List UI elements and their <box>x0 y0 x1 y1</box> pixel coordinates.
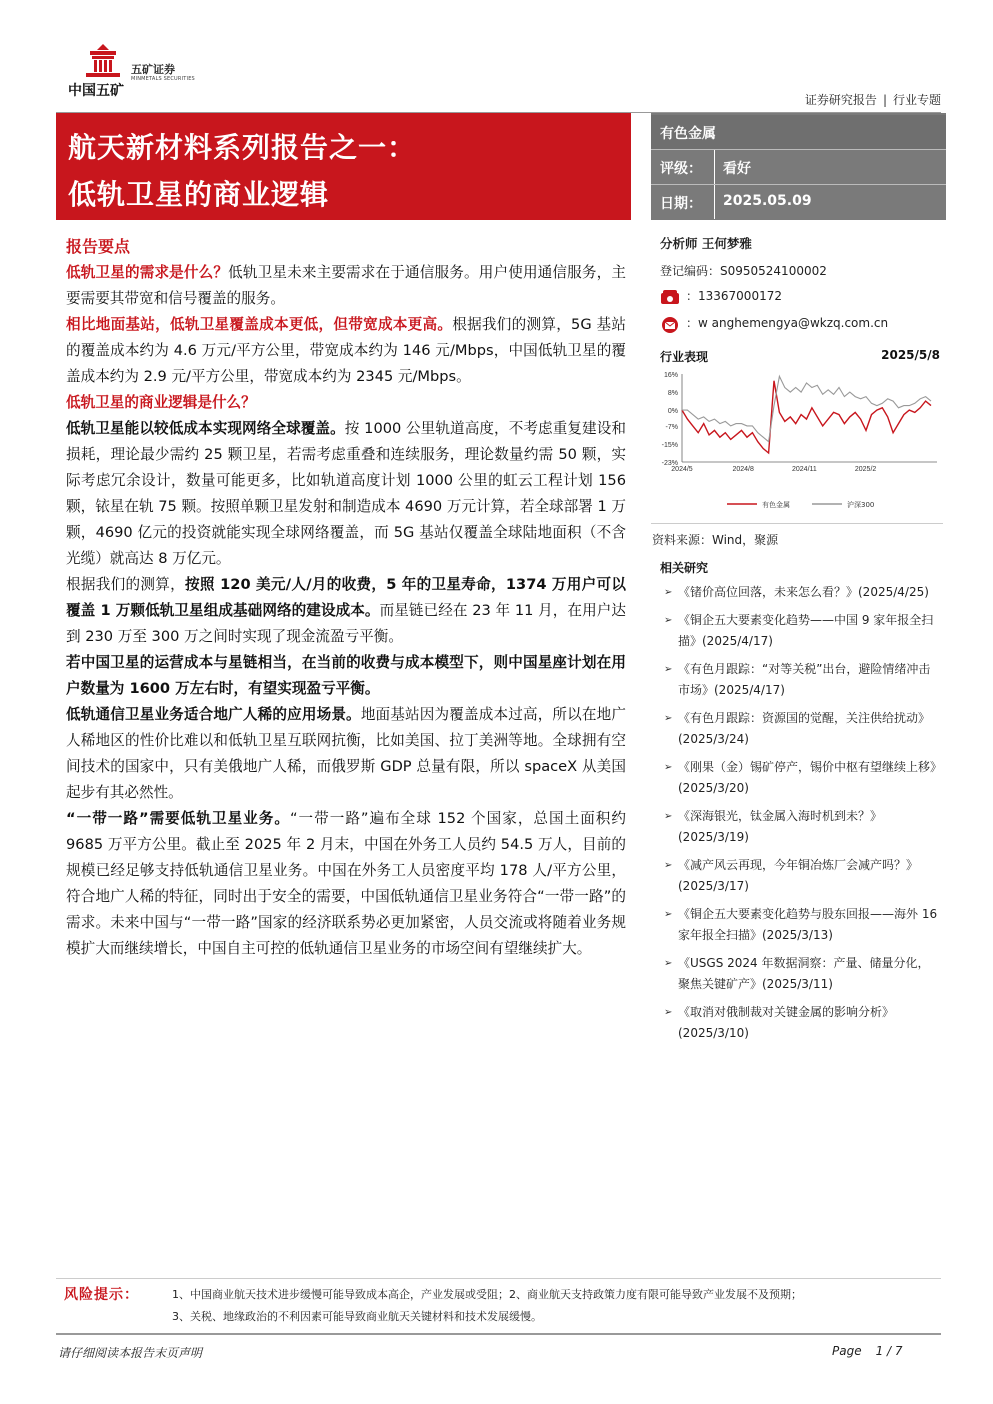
series-line-nonferrous <box>682 381 931 453</box>
analyst-email <box>660 314 888 332</box>
arrow-bullet-icon: ➢ <box>664 811 673 822</box>
bold-breakeven: 按照 120 美元/人/月的收费，5 年的卫星寿命，1374 万用户可以覆盖 1 万颗低轨卫星组成基础网络的建设成本。 <box>66 576 626 619</box>
text-scenario: 地面基站因为覆盖成本过高，所以在地广人稀地区的性价比难以和低轨卫星互联网抗衡，比如美国、拉丁美洲等地。全球拥有空间技术的国家中，只有美俄地广人稀，而俄罗斯 GDP 总量有限，所以 spaceX 从美国起步有其必然性。 <box>66 706 626 801</box>
summary-heading: 报告要点 <box>66 237 131 256</box>
risk-line-1: 1、中国商业航天技术进步缓慢可能导致成本高企，产业发展或受阻；2、商业航天支持政策力度有限可能导致产业发展不及预期； <box>172 1288 802 1301</box>
minmetals-emblem-icon <box>80 42 126 80</box>
brand-name: 五矿证券 <box>131 63 175 76</box>
page-label: Page <box>832 1344 862 1358</box>
phone-number: ：13367000172 <box>686 289 782 303</box>
x-tick-label: 2024/8 <box>732 466 754 473</box>
arrow-bullet-icon: ➢ <box>664 664 673 675</box>
sector-row <box>651 115 946 149</box>
page-indicator <box>832 1344 903 1358</box>
arrow-bullet-icon: ➢ <box>664 958 673 969</box>
highlight-cost: 相比地面基站，低轨卫星覆盖成本更低，但带宽成本更高。 <box>66 316 453 333</box>
y-tick-label: -7% <box>665 423 678 431</box>
title-banner <box>56 113 631 220</box>
analyst-info <box>660 234 940 330</box>
date-value: 2025.05.09 <box>723 193 812 209</box>
text-coverage: 按 1000 公里轨道高度，不考虑重复建设和损耗，理论最少需约 25 颗卫星，若需考虑重叠和连续服务，理论数量约需 50 颗，实际考虑冗余设计，数量可能更多，比如轨道高度计划 1000 公里的虹云工程计划 156 颗，铱星在轨 75 颗。按照单颗卫星发射和制造成本 4690 万元计算，若全球部署 1 万颗，4690 亿元的投资就能实现全球网络覆盖，而 5G 基站仅覆盖全球陆地面积（不含光缆）就高达 8 万亿元。 <box>66 420 626 567</box>
sector-value: 有色金属 <box>660 126 716 142</box>
summary-body <box>66 260 626 962</box>
legend-label-nonferrous: 有色金属 <box>762 501 790 509</box>
bold-scenario: 低轨通信卫星业务适合地广人稀的应用场景。 <box>66 706 361 723</box>
arrow-bullet-icon: ➢ <box>664 909 673 920</box>
related-research-item[interactable] <box>664 855 940 897</box>
text-belt-road: “一带一路”遍布全球 152 个国家，总国土面积约 9685 万平方公里。截止至 2025 年 2 月末，中国在外务工人员约 54.5 万人，目前的规模已经足够支持低轨通信卫星业务。中国在外务工人员密度平均 178 人/平方公里，符合地广人稀的特征，同时出于安全的需要，中国低轨通信卫星业务符合“一带一路”的需求。未来中国与“一带一路”国家的经济联系势必更加紧密，人员交流或将随着业务规模扩大而继续增长，中国自主可控的低轨通信卫星业务的市场空间有望继续扩大。 <box>66 810 626 957</box>
x-tick-label: 2024/11 <box>792 466 817 473</box>
related-research-title: 《有色月跟踪：“对等关税”出台，避险情绪冲击市场》(2025/4/17) <box>678 662 931 697</box>
bold-coverage: 低轨卫星能以较低成本实现网络全球覆盖。 <box>66 420 345 437</box>
arrow-bullet-icon: ➢ <box>664 860 673 871</box>
rating-row <box>651 150 946 184</box>
related-research-item[interactable] <box>664 610 940 652</box>
footer-disclaimer: 请仔细阅读本报告末页声明 <box>58 1346 203 1360</box>
analyst-name: 分析师 王何梦雅 <box>660 236 752 251</box>
related-research-item[interactable] <box>664 953 940 995</box>
email-icon <box>660 316 680 332</box>
arrow-bullet-icon: ➢ <box>664 1007 673 1018</box>
analyst-registration: 登记编码：S0950524100002 <box>660 264 827 278</box>
related-research-item[interactable] <box>664 904 940 946</box>
related-research-title: 《取消对俄制裁对关键金属的影响分析》(2025/3/10) <box>678 1005 895 1040</box>
email-address: ：w anghemengya@wkzq.com.cn <box>686 316 889 330</box>
y-tick-label: -23% <box>661 460 678 467</box>
related-research-title: 《刚果（金）锡矿停产，锡价中枢有望继续上移》(2025/3/20) <box>678 760 937 795</box>
y-tick-label: -15% <box>661 441 678 449</box>
date-label: 日期： <box>660 196 702 212</box>
arrow-bullet-icon: ➢ <box>664 587 673 598</box>
report-title-line2: 低轨卫星的商业逻辑 <box>68 178 330 211</box>
phone-icon <box>660 289 680 305</box>
highlight-logic: 低轨卫星的商业逻辑是什么？ <box>66 394 256 411</box>
related-research-title: 《USGS 2024 年数据洞察：产量、储量分化，聚焦关键矿产》(2025/3/11) <box>678 956 930 991</box>
legend-label-csi300: 沪深300 <box>847 501 875 509</box>
related-research-title: 《锗价高位回落，未来怎么看？》(2025/4/25) <box>678 585 929 599</box>
paragraph-china-breakeven <box>66 650 626 702</box>
chart-source: 资料来源：Wind，聚源 <box>652 533 779 547</box>
paragraph-logic-heading <box>66 390 626 416</box>
paragraph-breakeven <box>66 572 626 650</box>
related-research-title: 《深海银光，钛金属入海时机到未？》(2025/3/19) <box>678 809 883 844</box>
date-row <box>651 185 946 219</box>
related-research-title: 《铜企五大要素变化趋势——中国 9 家年报全扫描》(2025/4/17) <box>678 613 934 648</box>
doc-type-label: 证券研究报告 <box>804 93 877 107</box>
y-tick-label: 0% <box>667 408 678 416</box>
chart-source-divider <box>651 523 943 524</box>
industry-performance-chart <box>652 364 942 524</box>
paragraph-demand <box>66 260 626 312</box>
analyst-phone <box>660 287 782 305</box>
paragraph-cost <box>66 312 626 390</box>
related-research-item[interactable] <box>664 1002 940 1044</box>
chart-title: 行业表现 <box>660 350 709 364</box>
company-logo <box>64 42 214 100</box>
arrow-bullet-icon: ➢ <box>664 615 673 626</box>
company-name: 中国五矿 <box>68 83 124 99</box>
risk-line-2: 3、关税、地缘政治的不利因素可能导致商业航天关键材料和技术发展缓慢。 <box>172 1310 542 1323</box>
doc-subtype-label: 行业专题 <box>892 93 941 107</box>
bold-belt-road: “一带一路”需要低轨卫星业务。 <box>66 810 290 827</box>
related-research-item[interactable] <box>664 806 940 848</box>
related-research-title: 《有色月跟踪：资源国的觉醒，关注供给扰动》(2025/3/24) <box>678 711 931 746</box>
x-tick-label: 2025/2 <box>854 466 877 473</box>
page-number: 1 / 7 <box>875 1344 903 1358</box>
text-breakeven-2: 而星链已经在 23 年 11 月，在用户达到 230 万至 300 万之间时实现了现金流盈亏平衡。 <box>66 602 626 645</box>
related-research-title: 《减产风云再现，今年铜冶炼厂会减产吗？》(2025/3/17) <box>678 858 919 893</box>
document-type <box>805 91 941 108</box>
risk-text <box>172 1284 940 1328</box>
footer-divider <box>56 1333 941 1335</box>
text-cost: 根据我们的测算，5G 基站的覆盖成本约为 4.6 万元/平方公里，带宽成本约为 146 元/Mbps，中国低轨卫星的覆盖成本约为 2.9 元/平方公里，带宽成本约为 2345 元/Mbps。 <box>66 316 626 385</box>
related-research-title: 《铜企五大要素变化趋势与股东回报——海外 16 家年报全扫描》(2025/3/13) <box>678 907 938 942</box>
related-research-list <box>664 582 940 1051</box>
bold-china-breakeven: 若中国卫星的运营成本与星链相当，在当前的收费与成本模型下，则中国星座计划在用户数量为 1600 万左右时，有望实现盈亏平衡。 <box>66 654 626 697</box>
text-breakeven-1: 根据我们的测算， <box>66 576 186 593</box>
related-research-item[interactable] <box>664 757 940 799</box>
brand-name-en: MINMETALS SECURITIES <box>131 76 195 82</box>
doc-type-separator: | <box>882 93 887 107</box>
y-tick-label: 8% <box>667 390 678 398</box>
related-research-heading: 相关研究 <box>660 561 709 575</box>
chart-header <box>660 348 940 365</box>
report-info-box <box>651 113 946 220</box>
text-demand: 低轨卫星未来主要需求在于通信服务。用户使用通信服务，主要需要其带宽和信号覆盖的服务。 <box>66 264 626 307</box>
risk-divider <box>56 1278 941 1279</box>
paragraph-belt-road <box>66 806 626 962</box>
date-divider <box>714 185 715 219</box>
y-tick-label: 16% <box>663 372 678 379</box>
risk-label: 风险提示： <box>64 1287 139 1303</box>
chart-date: 2025/5/8 <box>881 348 940 362</box>
rating-value: 看好 <box>723 161 751 177</box>
highlight-demand: 低轨卫星的需求是什么？ <box>66 264 229 281</box>
x-tick-label: 2024/5 <box>671 466 693 473</box>
related-research-item[interactable] <box>664 708 940 750</box>
related-research-item[interactable] <box>664 659 940 701</box>
paragraph-coverage <box>66 416 626 572</box>
rating-divider <box>714 150 715 184</box>
rating-label: 评级： <box>660 161 702 177</box>
arrow-bullet-icon: ➢ <box>664 762 673 773</box>
related-research-item[interactable] <box>664 582 940 603</box>
arrow-bullet-icon: ➢ <box>664 713 673 724</box>
report-title-line1: 航天新材料系列报告之一： <box>68 131 417 164</box>
paragraph-scenario <box>66 702 626 806</box>
